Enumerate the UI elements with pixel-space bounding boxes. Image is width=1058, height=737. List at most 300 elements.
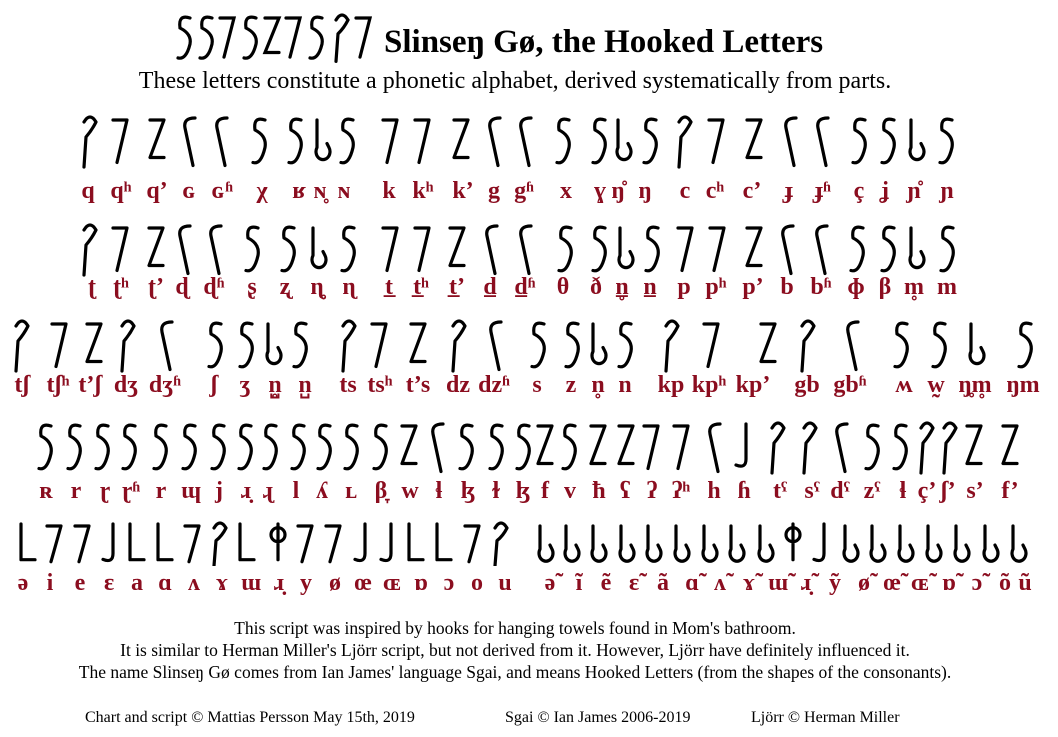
glyph-2-17	[619, 228, 633, 268]
glyph-2-11	[415, 228, 429, 271]
ipa-label: ʎ	[316, 478, 328, 504]
glyph-5-30	[844, 526, 858, 561]
glyph-5-1	[21, 524, 35, 560]
ipa-label: ɖʱ	[203, 274, 225, 300]
info-line-3: The name Slinseŋ Gø comes from Ian James' language Sgai, and means Hooked Letters (from the shapes of the consonants).	[78, 662, 952, 682]
glyph-3-21	[761, 324, 775, 362]
glyph-4-33	[944, 423, 956, 473]
glyph-5-26	[730, 526, 744, 561]
ipa-label: ʃ’	[940, 478, 956, 504]
ipa-label: k	[382, 178, 396, 204]
glyph-2-1	[84, 225, 96, 275]
ipa-label: a	[131, 570, 143, 596]
glyph-2-27	[941, 227, 953, 271]
ipa-label: ʈ	[88, 274, 96, 300]
ipa-label: ɰ	[181, 478, 201, 504]
ipa-label: gbʱ	[833, 372, 867, 398]
ipa-label: ʔʰ	[671, 478, 691, 504]
glyph-5-33	[927, 526, 941, 561]
glyph-1-27	[940, 119, 952, 163]
glyph-3-5	[162, 322, 172, 370]
glyph-2-26	[910, 228, 924, 268]
ipa-label: ʌ̃	[714, 570, 726, 596]
ipa-label: r	[155, 478, 167, 504]
ipa-label: ɤ	[215, 570, 229, 596]
ipa-label: ɲ̊	[907, 178, 921, 204]
ipa-label: s’	[966, 478, 984, 504]
title-glyph-4	[244, 17, 256, 58]
credit-chart: Chart and script © Mattias Persson May 15th, 2019	[85, 709, 415, 726]
ipa-label: ø	[329, 570, 341, 596]
glyph-2-5	[211, 226, 221, 274]
ipa-label: u	[498, 570, 512, 596]
ipa-label: n̺̥	[268, 372, 282, 398]
ipa-label: ʒ	[239, 372, 251, 398]
glyph-1-11	[415, 120, 429, 163]
ipa-label: ɹ̣	[240, 478, 252, 504]
glyph-1-4	[185, 118, 195, 166]
title-glyph-5	[265, 18, 279, 53]
ipa-label: cʰ	[705, 178, 725, 204]
label-row-5	[0, 570, 1058, 600]
ipa-label: tˤ	[772, 478, 788, 504]
ipa-label: ð	[590, 274, 602, 300]
page-title: Slinseŋ Gø, the Hooked Letters	[384, 24, 824, 60]
ipa-label: q’	[146, 178, 168, 204]
glyph-5-35	[984, 526, 998, 561]
ipa-label: ɴ	[337, 178, 351, 204]
ipa-label: t̲’	[449, 274, 465, 300]
glyph-2-3	[149, 228, 163, 266]
ipa-label: n̺	[298, 372, 312, 398]
glyph-1-12	[454, 120, 468, 158]
glyph-4-29	[837, 424, 847, 472]
ipa-label: õ	[999, 570, 1011, 596]
glyph-5-23	[647, 526, 661, 561]
glyph-3-26	[970, 324, 984, 364]
ipa-label: ɬ	[435, 478, 443, 504]
glyph-1-15	[557, 119, 569, 163]
glyph-3-27	[1019, 323, 1031, 367]
glyph-5-29	[814, 524, 824, 561]
ipa-label: m̥	[904, 274, 924, 300]
glyph-5-3	[75, 526, 89, 562]
glyph-1-25	[882, 119, 894, 163]
glyph-3-14	[491, 322, 501, 370]
glyph-5-12	[326, 526, 340, 562]
glyph-1-22	[786, 118, 796, 166]
label-row-2	[0, 274, 1058, 304]
glyph-5-24	[675, 526, 689, 561]
glyph-4-9	[264, 425, 276, 469]
glyph-3-13	[453, 321, 465, 371]
glyph-2-4	[180, 226, 190, 274]
ipa-label: dz	[446, 372, 470, 398]
glyph-4-30	[866, 425, 878, 469]
ipa-label: ʌ	[188, 570, 200, 596]
ipa-label: ɻ	[262, 478, 274, 504]
ipa-label: qʰ	[110, 178, 132, 204]
glyph-1-19	[679, 117, 691, 167]
glyph-5-27	[759, 526, 773, 561]
ipa-label: kp’	[735, 372, 771, 398]
glyph-4-11	[318, 425, 330, 469]
glyph-3-10	[343, 321, 355, 371]
ipa-label: ɑ	[158, 570, 172, 596]
ipa-label: ỹ	[829, 570, 841, 596]
credit-ljorr: Ljörr © Herman Miller	[751, 709, 900, 726]
glyph-5-5	[130, 524, 144, 560]
glyph-2-13	[487, 226, 497, 274]
glyph-row-2	[0, 218, 1058, 278]
glyph-1-7	[289, 119, 301, 163]
ipa-label: ʁ	[292, 178, 306, 204]
ipa-label: ŋ̥m̥	[958, 372, 992, 398]
glyph-3-11	[372, 324, 386, 367]
ipa-label: dˤ	[830, 478, 850, 504]
glyph-5-18	[495, 523, 507, 566]
ipa-label: ʈ’	[148, 274, 164, 300]
glyph-2-20	[710, 228, 724, 271]
glyph-3-18	[619, 323, 631, 367]
ipa-label: i	[46, 570, 54, 596]
glyph-4-4	[123, 425, 135, 469]
glyph-row-3	[0, 314, 1058, 374]
glyph-4-17	[490, 425, 502, 469]
credit-sgai: Sgai © Ian James 2006-2019	[505, 709, 691, 726]
ipa-label: ʐ	[279, 274, 291, 300]
ipa-label: ɲ	[940, 178, 954, 204]
ipa-label: tʃ	[14, 372, 30, 398]
ipa-label: ə	[17, 570, 29, 596]
ipa-label: r	[70, 478, 82, 504]
glyph-4-14	[402, 426, 416, 464]
ipa-label: e	[74, 570, 86, 596]
glyph-row-1	[0, 110, 1058, 170]
glyph-5-31	[871, 526, 885, 561]
glyph-4-15	[433, 424, 443, 472]
glyph-4-26	[736, 424, 746, 466]
ipa-label: bʱ	[810, 274, 832, 300]
ipa-label: ɯ	[241, 570, 261, 596]
glyph-2-19	[678, 228, 692, 271]
glyph-1-9	[341, 119, 353, 163]
ipa-label: ʍ	[895, 372, 913, 398]
info-line-2: It is similar to Herman Miller's Ljörr script, but not derived from it. However, Ljörr have definitely influenced it.	[120, 640, 910, 660]
ipa-label: œ	[354, 570, 372, 596]
glyph-4-21	[591, 426, 605, 464]
ipa-label: ɮ	[460, 478, 476, 504]
glyph-3-20	[704, 324, 718, 367]
glyph-4-19	[538, 426, 552, 464]
ipa-label: ɟʱ	[815, 178, 831, 204]
ipa-label: ç’	[917, 478, 937, 504]
glyph-3-9	[294, 323, 306, 367]
ipa-label: ɯ̃	[768, 570, 788, 596]
glyph-3-15	[532, 323, 544, 367]
ipa-label: p’	[742, 274, 764, 300]
glyph-3-4	[122, 321, 134, 371]
glyph-row-5	[0, 516, 1058, 566]
title-glyph-3	[220, 18, 234, 57]
ipa-label: ŋ̊	[611, 178, 625, 204]
glyph-4-2	[68, 425, 80, 469]
glyph-4-3	[96, 425, 108, 469]
title-glyph-9	[356, 18, 370, 57]
ipa-label: y	[300, 570, 312, 596]
glyph-1-5	[217, 118, 227, 166]
glyph-5-11	[298, 526, 312, 562]
ipa-label: ŋm	[1006, 372, 1040, 398]
ipa-label: ʃ	[210, 372, 218, 398]
ipa-label: ũ	[1018, 570, 1032, 596]
ipa-label: sˤ	[804, 478, 820, 504]
ipa-label: ẽ	[600, 570, 612, 596]
ipa-label: p	[677, 274, 691, 300]
glyph-5-17	[465, 526, 479, 562]
label-row-1	[0, 178, 1058, 208]
glyph-4-28	[804, 423, 816, 473]
glyph-1-6	[253, 119, 265, 163]
ipa-label: β	[878, 274, 892, 300]
glyph-4-20	[563, 425, 575, 469]
ipa-label: m	[937, 274, 957, 300]
glyph-3-7	[240, 323, 252, 367]
ipa-label: ɔ̃	[971, 570, 983, 596]
glyph-5-13	[355, 524, 365, 561]
ipa-label: dzʱ	[478, 372, 510, 398]
glyph-5-4	[103, 524, 113, 561]
ipa-label: gb	[794, 372, 820, 398]
glyph-3-16	[566, 323, 578, 367]
ipa-label: q	[81, 178, 95, 204]
ipa-label: t̲ʰ	[413, 274, 429, 300]
ipa-label: ɽʱ	[121, 478, 141, 504]
glyph-4-5	[154, 425, 166, 469]
glyph-4-12	[345, 425, 357, 469]
glyph-5-2	[47, 526, 61, 562]
glyph-2-10	[383, 228, 397, 271]
info-line-1: This script was inspired by hooks for hanging towels found in Mom's bathroom.	[234, 618, 796, 638]
ipa-label: ɖ	[175, 274, 189, 300]
glyph-4-25	[710, 424, 720, 472]
ipa-label: ɢ	[181, 178, 197, 204]
ipa-label: ç	[853, 178, 865, 204]
page-subtitle: These letters constitute a phonetic alphabet, derived systematically from parts.	[138, 68, 892, 94]
glyph-1-8	[316, 120, 330, 160]
ipa-label: tsʰ	[367, 372, 393, 398]
ipa-label: θ	[556, 274, 570, 300]
ipa-label: kʰ	[412, 178, 434, 204]
glyph-2-21	[747, 228, 761, 266]
ipa-label: f	[541, 478, 549, 504]
ipa-label: ɦ	[737, 478, 751, 504]
ipa-label: ŋ	[638, 178, 652, 204]
glyph-1-3	[150, 120, 164, 158]
glyph-3-22	[802, 321, 814, 371]
glyph-3-24	[895, 323, 907, 367]
info-paragraph	[0, 617, 1030, 683]
glyph-1-26	[910, 120, 924, 160]
glyph-2-24	[851, 227, 863, 271]
glyph-5-16	[437, 524, 451, 560]
glyph-3-25	[933, 323, 945, 367]
ipa-label: ɹ̣	[273, 570, 285, 596]
glyph-5-36	[1012, 526, 1026, 561]
glyph-1-20	[709, 120, 723, 163]
ipa-label: dʒʱ	[148, 372, 182, 398]
ipa-label: n̲	[643, 274, 657, 300]
glyph-5-8	[214, 523, 226, 566]
ipa-label: j	[215, 478, 223, 504]
glyph-5-15	[409, 524, 423, 560]
ipa-label: ɒ̃	[942, 570, 956, 596]
ipa-label: h	[707, 478, 721, 504]
glyph-5-25	[703, 526, 717, 561]
ipa-label: ɶ	[382, 570, 402, 596]
glyph-2-8	[312, 228, 326, 268]
header	[0, 8, 1058, 64]
ipa-label: k’	[452, 178, 474, 204]
glyph-5-7	[185, 526, 199, 562]
glyph-1-16	[593, 119, 605, 163]
ipa-label: ɑ̃	[685, 570, 699, 596]
ipa-label: w̰	[927, 372, 945, 398]
glyph-row-4	[0, 416, 1058, 476]
glyph-2-14	[521, 226, 531, 274]
ipa-label: dʒ	[113, 372, 139, 398]
ipa-label: ə̃	[544, 570, 556, 596]
title-glyph-6	[286, 18, 300, 57]
glyph-1-1	[84, 117, 96, 167]
glyph-5-28	[786, 524, 800, 560]
ipa-label: ɶ̃	[910, 570, 930, 596]
glyph-3-3	[87, 324, 101, 362]
ipa-label: ɬ	[899, 478, 907, 504]
title-glyph-7	[310, 17, 322, 58]
ipa-label: ɔ	[443, 570, 455, 596]
glyph-5-14	[381, 524, 391, 561]
ipa-label: ĩ	[575, 570, 583, 596]
ipa-label: c’	[742, 178, 762, 204]
ipa-label: o	[471, 570, 483, 596]
glyph-1-17	[617, 120, 631, 160]
ipa-label: f’	[1001, 478, 1019, 504]
glyph-1-18	[644, 119, 656, 163]
label-row-3	[0, 372, 1058, 402]
ipa-label: ʝ	[881, 178, 889, 204]
ipa-label: ɛ	[103, 570, 115, 596]
ipa-label: pʰ	[705, 274, 727, 300]
ipa-label: d̲	[483, 274, 497, 300]
ipa-label: ɮ	[515, 478, 531, 504]
ipa-label: l	[292, 478, 300, 504]
ipa-label: t̲	[385, 274, 393, 300]
ipa-label: ʟ	[344, 478, 358, 504]
glyph-5-34	[955, 526, 969, 561]
glyph-4-1	[39, 425, 51, 469]
ipa-label: ɒ	[414, 570, 428, 596]
glyph-5-6	[158, 524, 172, 560]
ipa-label: ɽ	[99, 478, 111, 504]
glyph-2-2	[113, 228, 127, 271]
ipa-label: ɫ	[492, 478, 500, 504]
ipa-label: kpʰ	[691, 372, 727, 398]
ipa-label: n	[618, 372, 632, 398]
glyph-4-27	[772, 423, 784, 473]
ipa-label: β̞	[374, 478, 388, 504]
ipa-label: s	[532, 372, 542, 398]
ipa-label: χ	[256, 178, 268, 204]
glyph-5-20	[565, 526, 579, 561]
glyph-2-7	[282, 227, 294, 271]
title-glyph-1	[178, 17, 190, 58]
glyph-4-32	[921, 423, 933, 473]
ipa-label: ø̃	[858, 570, 870, 596]
glyph-2-12	[450, 228, 464, 266]
glyph-5-10	[271, 524, 285, 560]
ipa-label: ɢʱ	[211, 178, 233, 204]
glyph-3-17	[592, 324, 606, 364]
glyph-1-13	[490, 118, 500, 166]
glyph-4-34	[967, 426, 981, 464]
ipa-label: ɤ̃	[742, 570, 756, 596]
ipa-label: b	[780, 274, 794, 300]
glyph-2-9	[342, 227, 354, 271]
glyph-4-16	[460, 425, 472, 469]
glyph-2-25	[882, 227, 894, 271]
ipa-label: c	[679, 178, 691, 204]
ipa-label: ħ	[592, 478, 606, 504]
glyph-4-18	[517, 425, 529, 469]
glyph-4-13	[374, 425, 386, 469]
glyph-4-31	[894, 425, 906, 469]
glyph-4-35	[1003, 426, 1017, 464]
glyph-4-6	[183, 425, 195, 469]
glyph-4-24	[674, 426, 688, 469]
ipa-label: t’s	[405, 372, 431, 398]
glyph-1-23	[818, 118, 828, 166]
glyph-5-22	[620, 526, 634, 561]
ipa-label: tʃʰ	[46, 372, 70, 398]
ipa-label: ts	[339, 372, 357, 398]
ipa-label: ɹ̣̃	[800, 570, 812, 596]
ipa-label: ʂ	[247, 274, 257, 300]
ipa-label: ɛ̃	[628, 570, 640, 596]
glyph-2-18	[646, 227, 658, 271]
glyph-2-23	[817, 226, 827, 274]
ipa-label: w	[401, 478, 419, 504]
ipa-label: d̲ʱ	[514, 274, 536, 300]
ipa-label: ɳ̥	[310, 274, 324, 300]
glyph-4-23	[644, 426, 658, 469]
glyph-4-22	[619, 426, 633, 464]
ipa-label: zˤ	[863, 478, 881, 504]
glyph-3-8	[267, 324, 281, 364]
ipa-label: g	[488, 178, 500, 204]
glyph-3-23	[848, 322, 858, 370]
title-glyph-2	[200, 17, 212, 58]
glyph-1-21	[747, 120, 761, 158]
glyph-5-32	[899, 526, 913, 561]
glyph-3-12	[411, 324, 425, 362]
glyph-1-24	[853, 119, 865, 163]
glyph-4-8	[239, 425, 251, 469]
ipa-label: t’ʃ	[78, 372, 102, 398]
glyph-4-7	[212, 425, 224, 469]
glyph-3-19	[666, 321, 678, 371]
ipa-label: ɣ	[594, 178, 606, 204]
